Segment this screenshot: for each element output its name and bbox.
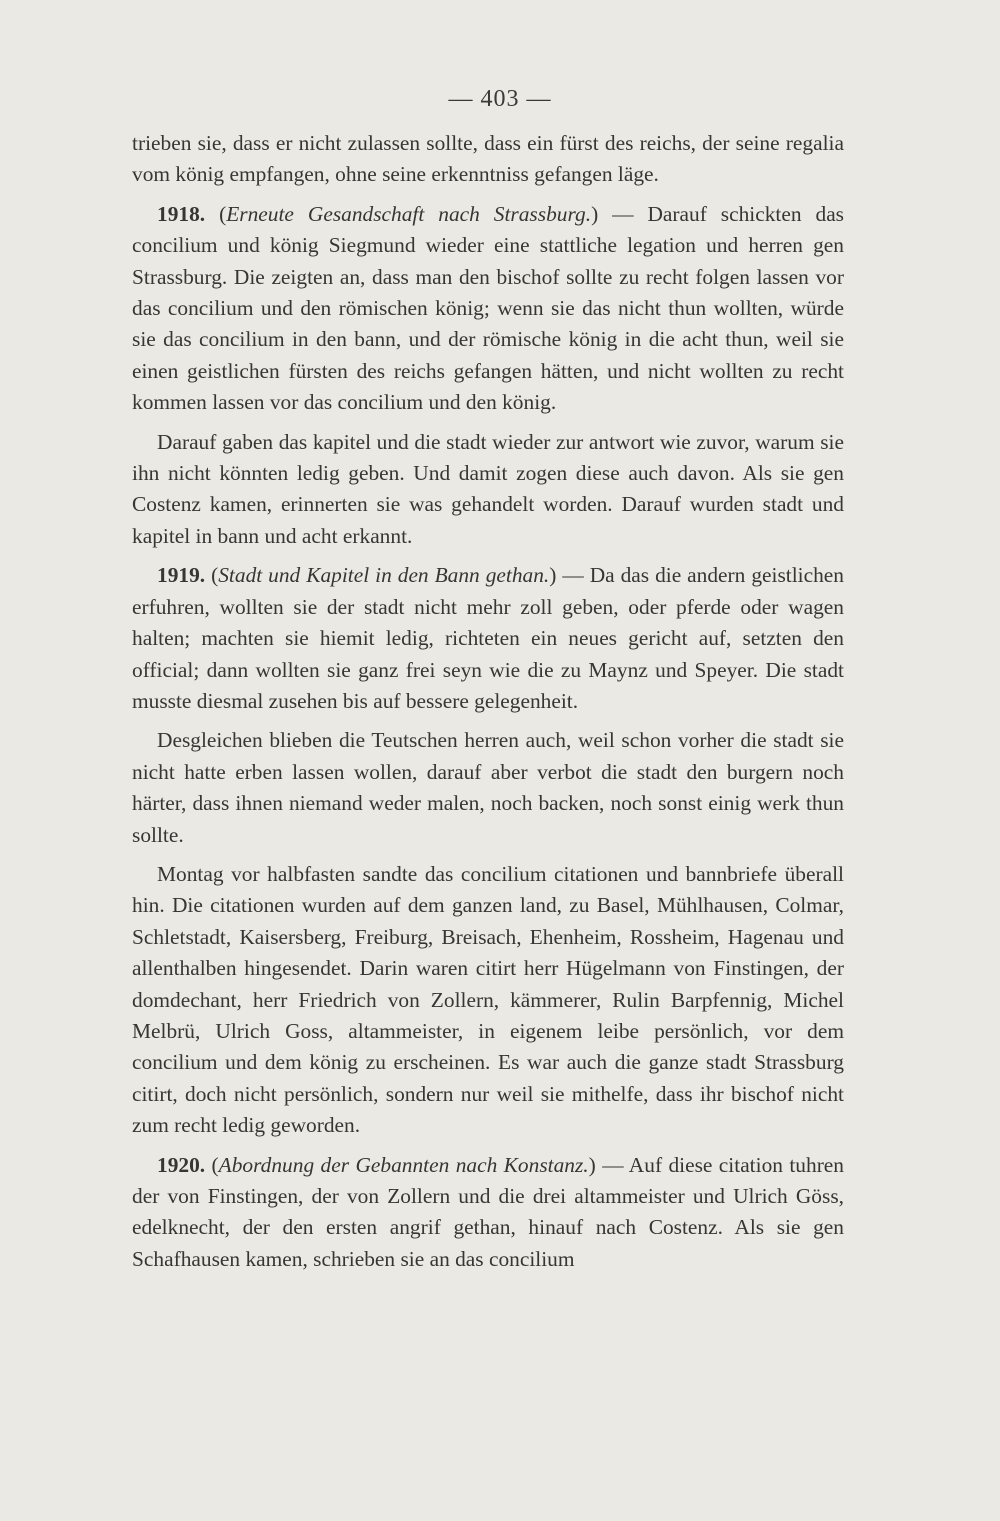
paragraph [132, 725, 844, 851]
section-1918 [132, 199, 844, 419]
heading-close-paren: ) [588, 1152, 596, 1177]
section-heading: Erneute Gesandschaft nach Strassburg. [226, 201, 592, 226]
heading-open-paren: ( [211, 1152, 219, 1177]
heading-open-paren: ( [219, 201, 227, 226]
paragraph-text: trieben sie, dass er nicht zulassen sollte, dass ein fürst des reichs, der seine regalia vom könig empfangen, ohne seine erkenntniss gefangen läge. [132, 131, 844, 187]
heading-close-paren: ) [549, 563, 557, 588]
paragraph [132, 859, 844, 1142]
section-number: 1919. [157, 563, 206, 588]
paragraph-text: — Darauf schickten das concilium und könig Siegmund wieder eine stattliche legation und herren gen Strassburg. Die zeigten an, dass man den bischof sollte zu recht folgen lassen vor das concilium und den römischen könig; wenn sie das nicht thun wollten, würde sie das concilium in den bann, und der römische könig in die acht thun, weil sie einen geistlichen fürsten des reichs gefangen hätten, und nicht wollten zu recht kommen lassen vor das concilium und den könig. [132, 201, 845, 415]
paragraph-text: — Auf diese citation tuhren der von Finstingen, der von Zollern und die drei altammeister und Ulrich Göss, edelknecht, der den ersten angrif gethan, hinauf nach Costenz. Als sie gen Schafhausen kamen, schrieben sie an das concilium [132, 1152, 845, 1271]
page-number: — 403 — [448, 86, 552, 112]
paragraph [132, 427, 844, 553]
page-body [132, 128, 844, 1275]
section-number: 1920. [157, 1152, 206, 1177]
heading-close-paren: ) [591, 201, 599, 226]
section-number: 1918. [157, 201, 206, 226]
section-1920 [132, 1150, 844, 1276]
heading-open-paren: ( [211, 563, 219, 588]
paragraph-text: — Da das die andern geistlichen erfuhren, wollten sie der stadt nicht mehr zoll geben, oder pferde oder wagen halten; machten sie hiemit ledig, richteten ein neues gericht auf, setzten den official; dann wollten sie ganz frei seyn wie die zu Maynz und Speyer. Die stadt musste diesmal zusehen bis auf bessere gelegenheit. [132, 563, 844, 713]
section-heading: Stadt und Kapitel in den Bann gethan. [218, 563, 550, 588]
section-1919 [132, 560, 844, 717]
section-heading: Abordnung der Gebannten nach Konstanz. [218, 1152, 589, 1177]
paragraph-continuation [132, 128, 844, 191]
paragraph-text: Darauf gaben das kapitel und die stadt wieder zur antwort wie zuvor, warum sie ihn nicht könnten ledig geben. Und damit zogen diese auch davon. Als sie gen Costenz kamen, erinnerten sie was gehandelt worden. Darauf wurden stadt und kapitel in bann und acht erkannt. [132, 429, 844, 548]
paragraph-text: Desgleichen blieben die Teutschen herren auch, weil schon vorher die stadt sie nicht hatte erben lassen wollen, darauf aber verbot die stadt den burgern noch härter, dass ihnen niemand weder malen, noch backen, noch sonst einig werk thun sollte. [132, 728, 844, 847]
paragraph-text: Montag vor halbfasten sandte das concilium citationen und bannbriefe überall hin. Die citationen wurden auf dem ganzen land, zu Basel, Mühlhausen, Colmar, Schletstadt, Kaisersberg, Freiburg, Breisach, Ehenheim, Rossheim, Hagenau und allenthalben hingesendet. Darin waren citirt herr Hügelmann von Finstingen, der domdechant, herr Friedrich von Zollern, kämmerer, Rulin Barpfennig, Michel Melbrü, Ulrich Goss, altammeister, in eigenem leibe persönlich, vor dem concilium und dem könig zu erscheinen. Es war auch die ganze stadt Strassburg citirt, doch nicht persönlich, sondern nur weil sie mithelfe, dass ihr bischof nicht zum recht ledig geworden. [132, 861, 844, 1138]
